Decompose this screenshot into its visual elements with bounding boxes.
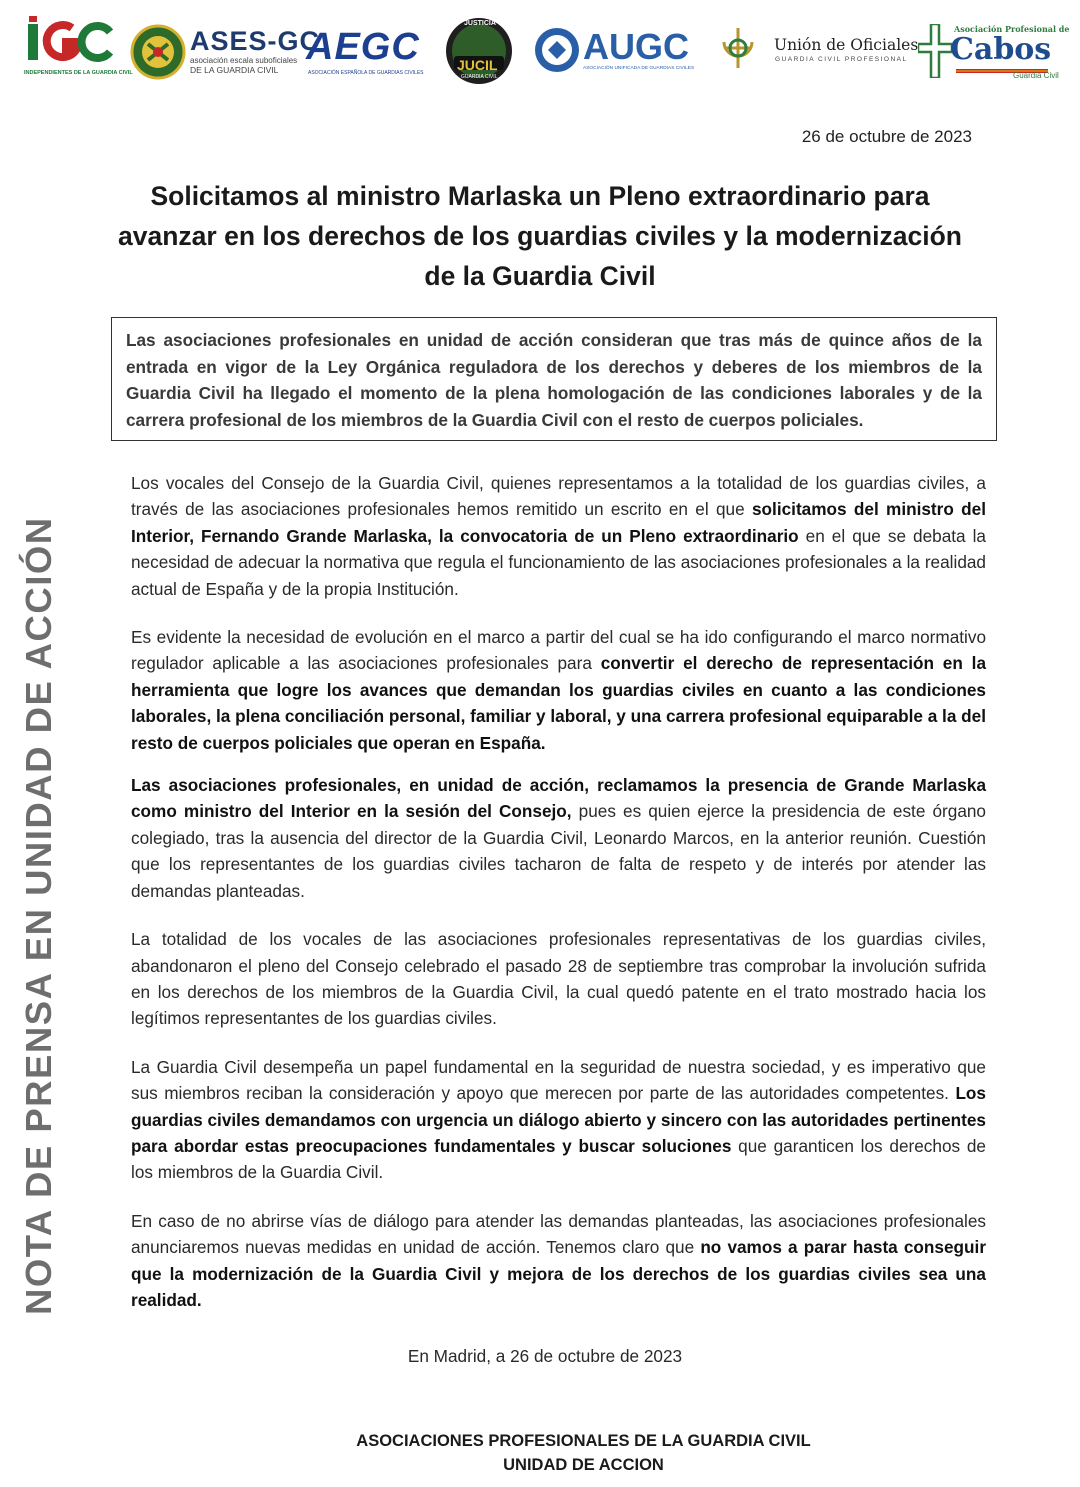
aegc-logo-title: AEGC [306, 26, 420, 68]
ases-gc-logo-title: ASES-GC [190, 26, 321, 56]
cabos-logo-bottom: Guardia Civil [1013, 71, 1059, 80]
paragraph-6-text: En caso de no abrirse vías de diálogo para atender las demandas planteadas, las asociaciones profesionales anunciaremos nuevas medidas en unidad de acción. Tenemos claro que [131, 1210, 986, 1258]
paragraph-4: La totalidad de los vocales de las asociaciones profesionales representativas de los guardias civiles, abandonaron el pleno del Consejo celebrado el pasado 28 de septiembre tras comprobar la involución sufrida en los derechos de los miembros de la Guardia Civil, la cual quedó patente en el trato mostrado hacia los legítimos representantes de los guardias civiles. [131, 929, 986, 1029]
paragraph-5-bold: Los guardias civiles demandamos con urgencia un diálogo abierto y sincero con las autoridades pertinentes para abordar estas preocupaciones fundamentales y buscar soluciones [131, 1083, 986, 1156]
paragraph-1 [131, 470, 986, 602]
paragraph-2 [131, 624, 986, 756]
press-release-body [131, 470, 986, 1335]
cabos-logo-title: Cabos [950, 32, 1052, 67]
signature-line-1: ASOCIACIONES PROFESIONALES DE LA GUARDIA CIVIL [356, 1432, 811, 1450]
paragraph-1-text: Los vocales del Consejo de la Guardia Civil, quienes representamos a la totalidad de los guardias civiles, a través de las asociaciones profesionales hemos remitido un escrito en el que [131, 473, 986, 520]
signature-block [0, 1429, 1080, 1477]
augc-logo [533, 14, 699, 86]
cabos-logo-top: Asociación Profesional de [954, 24, 1070, 34]
union-oficiales-logo [714, 14, 919, 86]
augc-emblem-icon [533, 26, 581, 74]
title-line-3: de la Guardia Civil [424, 261, 656, 291]
union-oficiales-logo-caption: GUARDIA CIVIL PROFESIONAL [775, 56, 908, 63]
jucil-logo-top: JUSTICIA [464, 20, 496, 27]
title-line-1: Solicitamos al ministro Marlaska un Pleno extraordinario para [150, 181, 930, 211]
union-oficiales-crest-icon [714, 22, 762, 82]
cabos-cross-icon [918, 24, 952, 78]
aegc-logo-caption: ASOCIACIÓN ESPAÑOLA DE GUARDIAS CIVILES [308, 70, 424, 76]
union-oficiales-logo-title: Unión de Oficiales [774, 36, 919, 54]
paragraph-5 [131, 1054, 986, 1186]
paragraph-6 [131, 1208, 986, 1314]
paragraph-3-bold: Las asociaciones profesionales, en unidad de acción, reclamamos la presencia de Grande Marlaska como ministro del Interior en la sesión del Consejo, [131, 775, 986, 822]
augc-logo-caption: ASOCIACIÓN UNIFICADA DE GUARDIAS CIVILES [583, 66, 695, 71]
jucil-logo-title: JUCIL [457, 57, 498, 73]
paragraph-1-text-end: en el que se debata la necesidad de adecuar la normativa que regula el funcionamiento de las asociaciones profesionales a la realidad actual de España y de la propia Institución. [131, 525, 986, 599]
aegc-logo [306, 14, 436, 86]
ases-gc-logo-line1: asociación escala suboficiales [190, 56, 298, 65]
press-release-title [60, 176, 1020, 296]
ases-gc-logo-line2: DE LA GUARDIA CIVIL [190, 65, 279, 75]
cabos-logo [918, 14, 1070, 86]
paragraph-2-text: Es evidente la necesidad de evolución en el marco a partir del cual se ha ido configurando el marco normativo regulador aplicable a las asociaciones profesionales para [131, 627, 986, 674]
paragraph-5-text: La Guardia Civil desempeña un papel fundamental en la seguridad de nuestra sociedad, y es imperativo que sus miembros reciban la consideración y apoyo que merecen por parte de las autoridades competentes. [131, 1056, 986, 1104]
jucil-logo-bottom: GUARDIA CIVIL [461, 74, 498, 80]
side-label-vertical: NOTA DE PRENSA EN UNIDAD DE ACCIÓN [18, 516, 59, 1315]
summary-box: Las asociaciones profesionales en unidad de acción consideran que tras más de quince años de la entrada en vigor de la Ley Orgánica reguladora de los derechos y deberes de los miembros de la Guardia Civil ha llegado el momento de la plena homologación de las condiciones laborales y de la carrera profesional de los miembros de la Guardia Civil con el resto de cuerpos policiales. [111, 317, 997, 441]
paragraph-3 [131, 772, 986, 904]
paragraph-6-bold: no vamos a parar hasta conseguir que la modernización de la Guardia Civil y mejora de los derechos de los guardias civiles sea una realidad. [131, 1237, 987, 1310]
ases-gc-emblem-icon [130, 24, 186, 80]
ases-gc-logo [130, 14, 321, 86]
paragraph-5-text-end: que garanticen los derechos de los miembros de la Guardia Civil. [131, 1135, 986, 1183]
igc-logo [24, 14, 133, 86]
augc-logo-title: AUGC [583, 26, 689, 67]
paragraph-3-text: pues es quien ejerce la presidencia de este órgano colegiado, tras la ausencia del director de la Guardia Civil, Leonardo Marcos, en la anterior reunión. Cuestión que los representantes de los guardias civiles tacharon de falta de respeto y de interés por atender las demandas planteadas. [131, 801, 986, 901]
association-logos-bar [0, 14, 1080, 86]
signature-line-2: UNIDAD DE ACCION [503, 1456, 664, 1474]
paragraph-2-bold: convertir el derecho de representación en la herramienta que logre los avances que demandan los guardias civiles en cuanto a las condiciones laborales, la plena conciliación personal, familiar y laboral, y una carrera profesional equiparable a la del resto de cuerpos policiales que operan en España. [131, 653, 987, 753]
igc-logo-caption: INDEPENDIENTES DE LA GUARDIA CIVIL [24, 70, 133, 76]
igc-emblem-icon [24, 14, 114, 74]
jucil-logo [444, 14, 516, 86]
paragraph-1-bold: solicitamos del ministro del Interior, Fernando Grande Marlaska, la convocatoria de un Pleno extraordinario [131, 499, 986, 546]
press-release-date: 26 de octubre de 2023 [801, 127, 972, 146]
closing-place-date: En Madrid, a 26 de octubre de 2023 [407, 1346, 683, 1366]
title-line-2: avanzar en los derechos de los guardias civiles y la modernización [118, 221, 962, 251]
